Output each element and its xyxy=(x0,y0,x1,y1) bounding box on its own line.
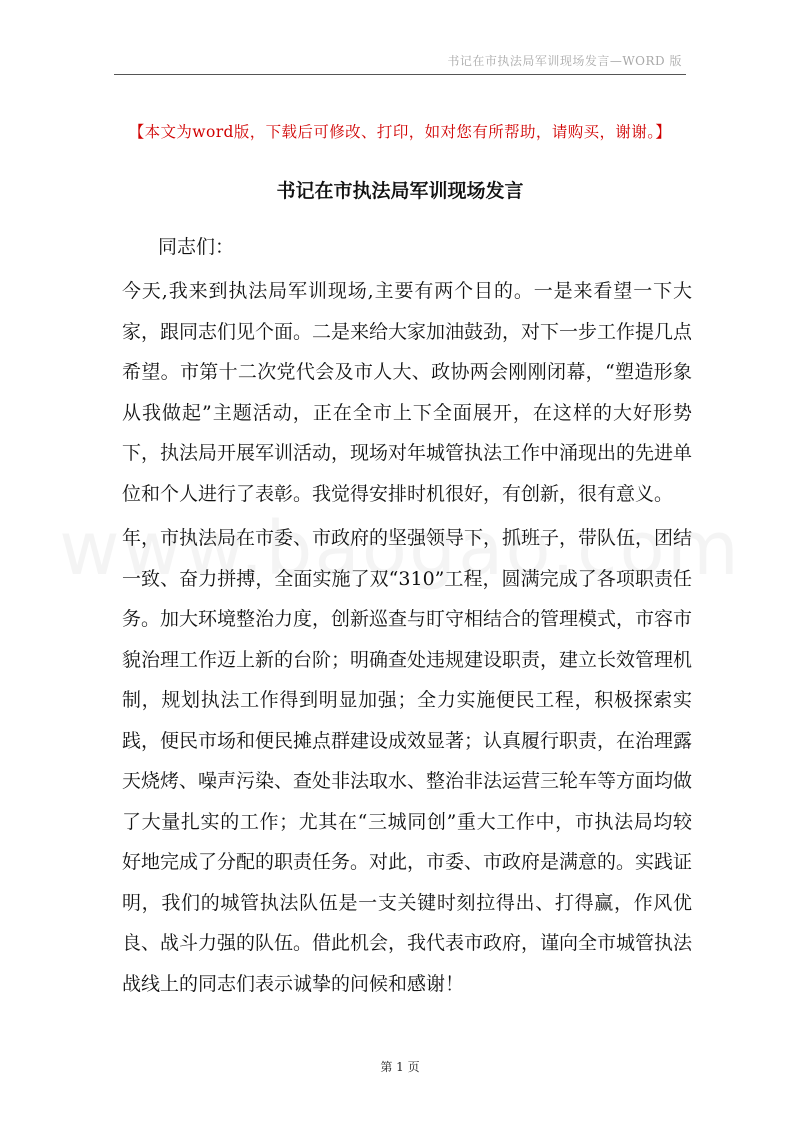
running-header: 书记在市执法局军训现场发言—WORD 版 xyxy=(447,54,682,68)
paragraph: 今天,我来到执法局军训现场,主要有两个目的。一是来看望一下大家，跟同志们见个面。二是来给大家加油鼓劲，对下一步工作提几点希望。市第十二次党代会及市人大、政协两会刚刚闭幕，“塑造形象从我做起”主题活动，正在全市上下全面展开，在这样的大好形势下，执法局开展军训活动，现场对年城管执法工作中涌现出的先进单位和个人进行了表彰。我觉得安排时机很好，有创新，很有意义。 xyxy=(122,280,693,505)
page-number: 第 1 页 xyxy=(380,1060,420,1074)
download-notice: 【本文为word版，下载后可修改、打印，如对您有所帮助，请购买，谢谢。】 xyxy=(128,123,672,141)
paragraph: 年，市执法局在市委、市政府的坚强领导下，抓班子，带队伍，团结一致、奋力拼搏，全面实施了双“310”工程，圆满完成了各项职责任务。加大环境整治力度，创新巡查与盯守相结合的管理模式，市容市貌治理工作迈上新的台阶；明确查处违规建设职责，建立长效管理机制，规划执法工作得到明显加强；全力实施便民工程，积极探索实践，便民市场和便民摊点群建设成效显著；认真履行职责，在治理露天烧烤、噪声污染、查处非法取水、整治非法运营三轮车等方面均做了大量扎实的工作；尤其在“三城同创”重大工作中，市执法局均较好地完成了分配的职责任务。对此，市委、市政府是满意的。实践证明，我们的城管执法队伍是一支关键时刻拉得出、打得赢，作风优良、战斗力强的队伍。借此机会，我代表市政府，谨向全市城管执法战线上的同志们表示诚挚的问候和感谢！ xyxy=(122,527,693,995)
document-title: 书记在市执法局军训现场发言 xyxy=(276,180,524,202)
salutation: 同志们： xyxy=(158,236,235,258)
header-rule xyxy=(114,74,686,75)
